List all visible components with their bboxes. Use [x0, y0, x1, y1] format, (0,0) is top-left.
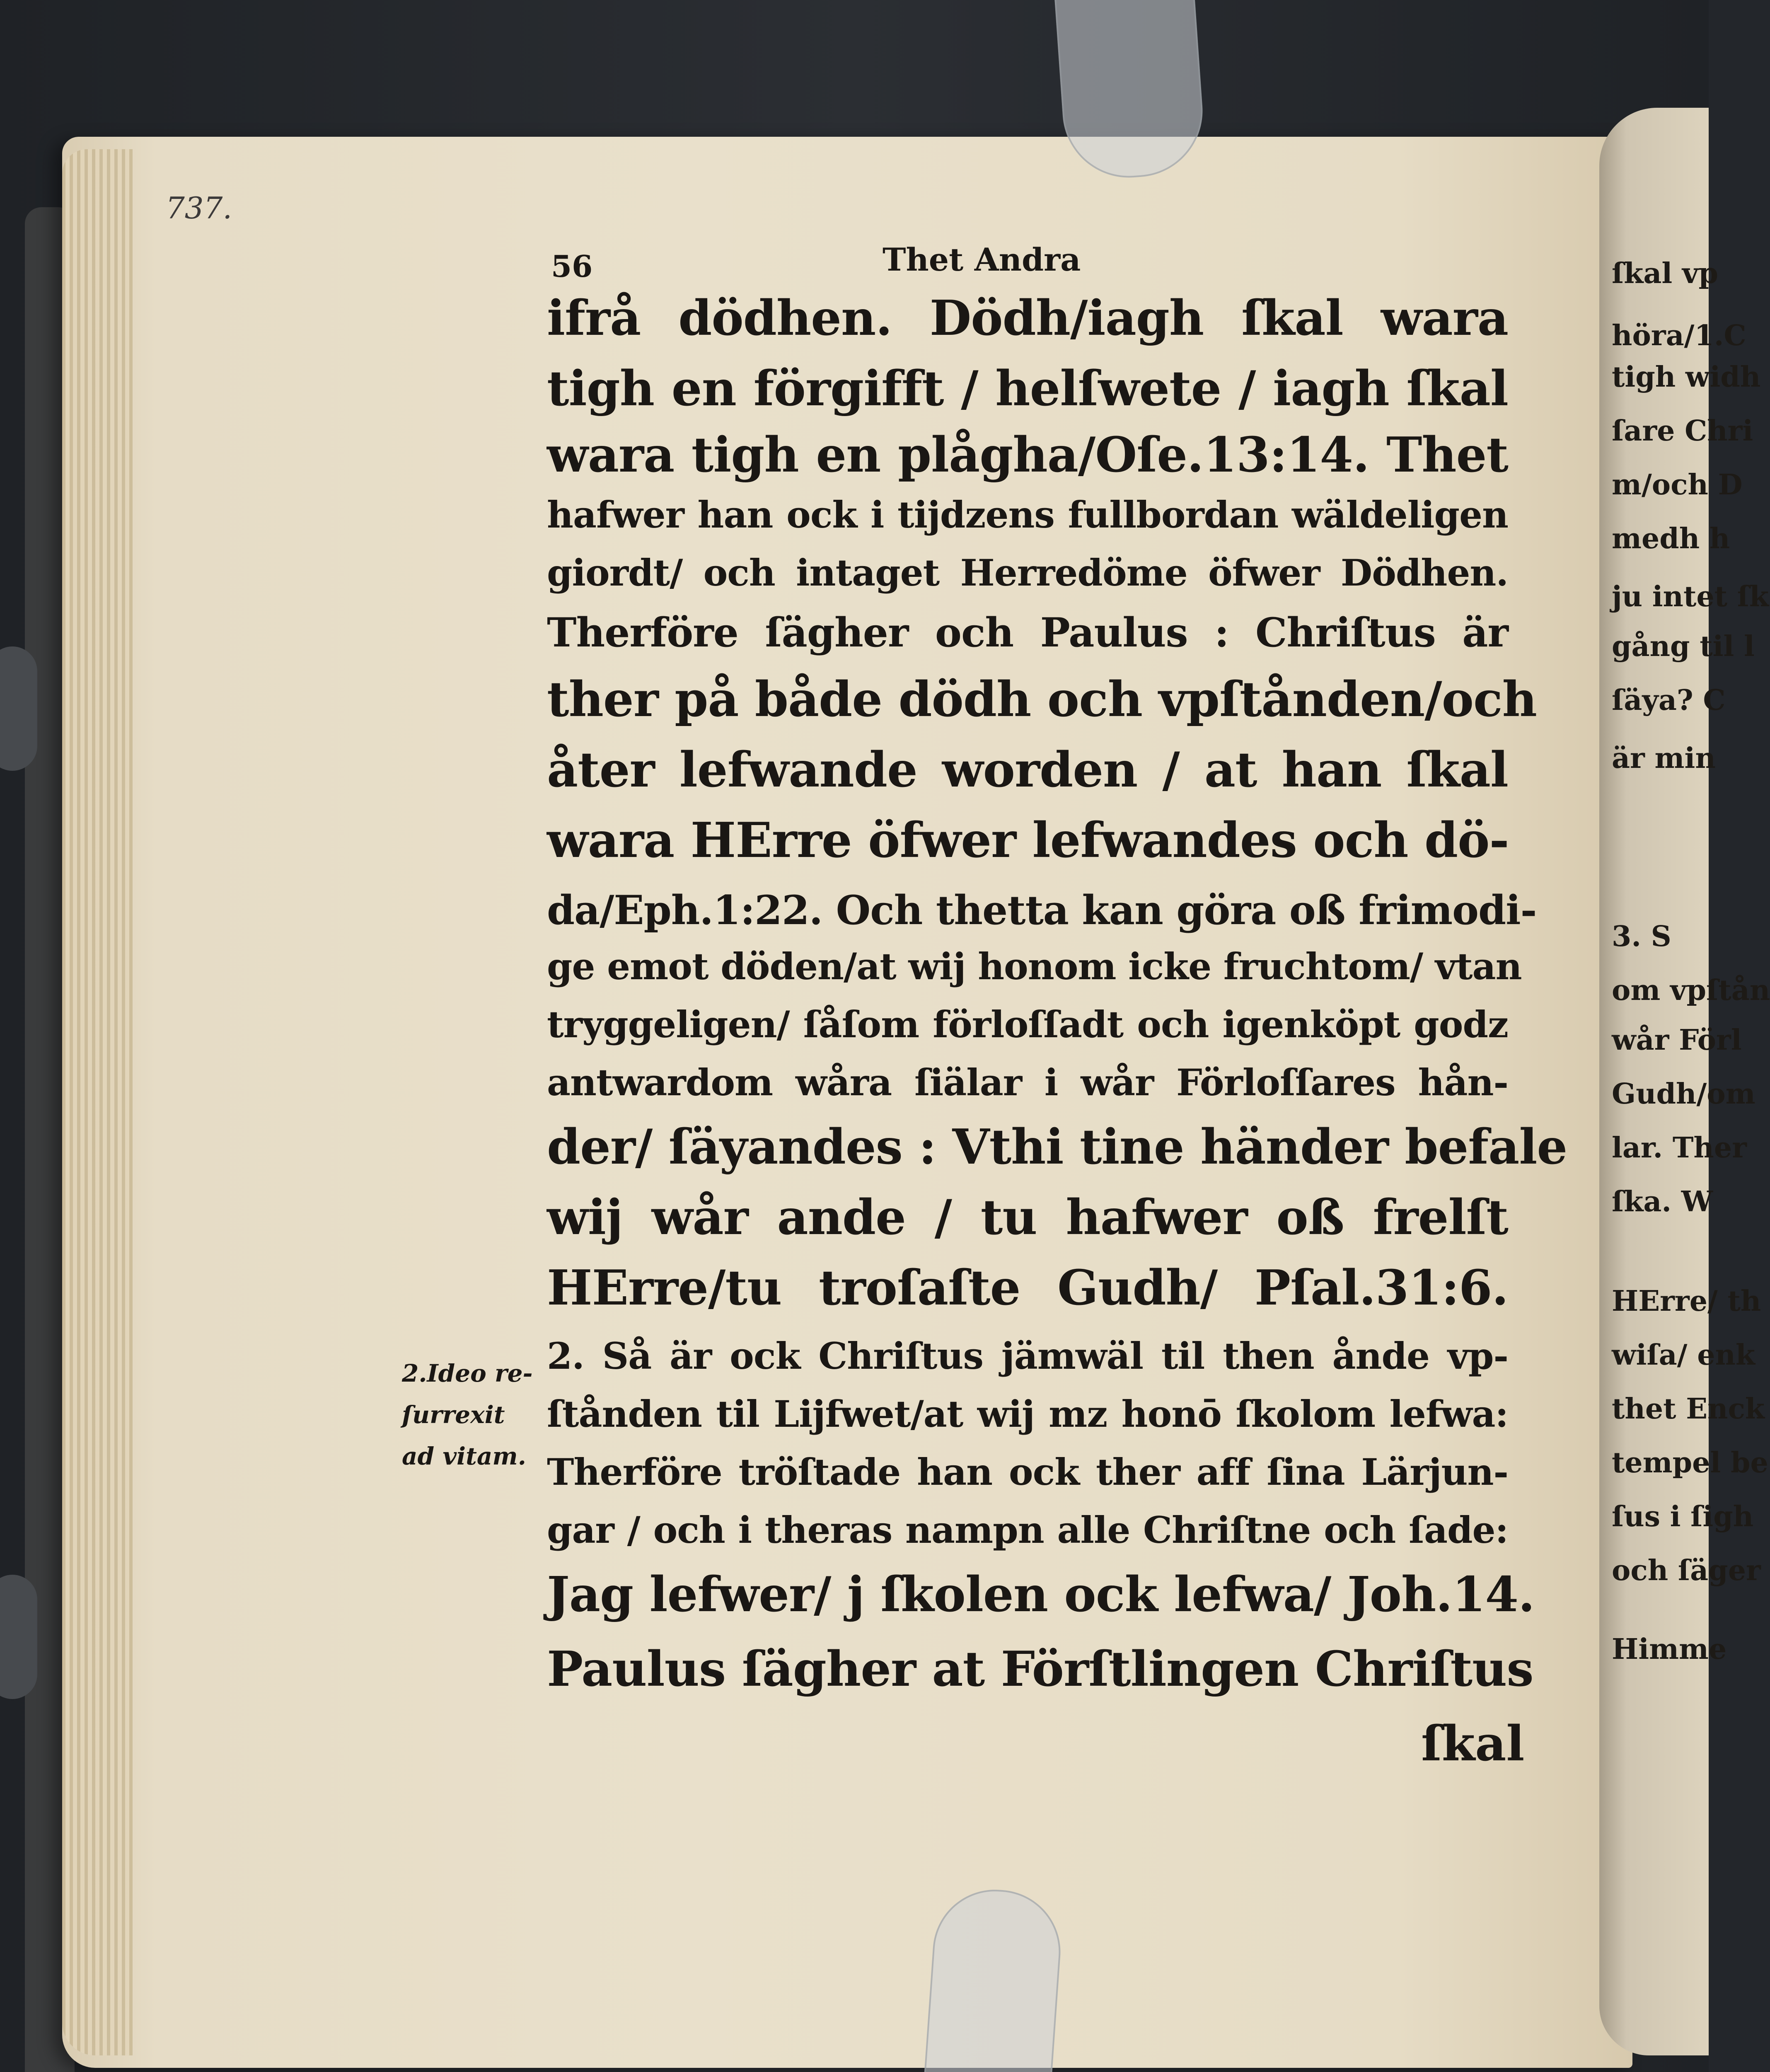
- text-line: gar / och i theras nampn alle Chriſtne och ſade:: [547, 1508, 1508, 1552]
- margin-note-line: ſurrexit: [402, 1401, 505, 1429]
- facing-line: ſus i ſigh: [1612, 1500, 1754, 1533]
- facing-line: medh h: [1612, 522, 1730, 555]
- facing-line: är min: [1612, 742, 1716, 775]
- text-line: der/ ſäyandes : Vthi tine händer befale: [547, 1119, 1567, 1175]
- text-line: åter lefwande worden / at han ſkal: [547, 742, 1508, 798]
- margin-note-line: 2.Ideo re-: [402, 1359, 533, 1387]
- facing-line: m/och D: [1612, 468, 1743, 501]
- facing-line: och ſäger: [1612, 1554, 1761, 1587]
- text-line: giordt/ och intaget Herredöme öfwer Dödhen.: [547, 551, 1508, 594]
- facing-line: ſka. W: [1612, 1185, 1713, 1218]
- facing-line: Gudh/om: [1612, 1077, 1755, 1111]
- text-line: ſtånden til Lijfwet/at wij mz honō ſkolom lefwa:: [547, 1392, 1508, 1435]
- facing-line: lar. Ther: [1612, 1131, 1747, 1164]
- text-line: tigh en förgifft / helſwete / iagh ſkal: [547, 361, 1508, 417]
- text-line: wara HErre öfwer lefwandes och dö-: [547, 812, 1509, 869]
- text-line: hafwer han ock i tijdzens fullbordan wäldeligen: [547, 493, 1508, 536]
- text-line: antwardom wåra ſiälar i wår Förloſſares hån-: [547, 1061, 1508, 1104]
- text-line: ifrå dödhen. Dödh/iagh ſkal wara: [547, 290, 1508, 346]
- facing-line: tigh widh: [1612, 361, 1761, 394]
- facing-line: 3. S: [1612, 920, 1671, 953]
- running-head: Thet Andra: [883, 241, 1081, 278]
- facing-line: om vpſtån: [1612, 974, 1770, 1007]
- text-line: Therföre tröſtade han ock ther aff ſina Lärjun-: [547, 1450, 1508, 1493]
- facing-page-text: [1612, 257, 1770, 1915]
- facing-line: wiſa/ enk: [1612, 1339, 1755, 1372]
- text-line: ther på både dödh och vpſtånden/och: [547, 671, 1537, 728]
- facing-line: ſare Chri: [1612, 414, 1753, 448]
- page-number: 56: [551, 249, 593, 284]
- page-edges: [62, 149, 133, 2055]
- facing-line: Himme: [1612, 1633, 1727, 1666]
- facing-line: ju intet ſk: [1612, 580, 1769, 613]
- text-line: Jag lefwer/ j ſkolen ock lefwa/ Joh.14.: [547, 1566, 1535, 1623]
- catchword: ſkal: [1421, 1716, 1525, 1772]
- folio-number: 737.: [166, 191, 232, 225]
- facing-line: gång til l: [1612, 630, 1755, 663]
- facing-line: HErre/ th: [1612, 1285, 1761, 1318]
- scanner-knob-top: [0, 646, 37, 771]
- text-line: 2. Så är ock Chriſtus jämwäl til then ånde vp-: [547, 1334, 1508, 1377]
- text-line: wij wår ande / tu hafwer oß frelſt: [547, 1189, 1508, 1246]
- text-line: wara tigh en plågha/Oſe.13:14. Thet: [547, 427, 1508, 483]
- facing-line: ſäya? C: [1612, 684, 1726, 717]
- facing-line: wår Förl: [1612, 1024, 1742, 1057]
- text-line: HErre/tu troſaſte Gudh/ Pſal.31:6.: [547, 1260, 1508, 1316]
- text-line: Therföre ſägher och Paulus : Chriſtus är: [547, 609, 1508, 656]
- text-line: da/Eph.1:22. Och thetta kan göra oß frimodi-: [547, 887, 1537, 934]
- margin-note-line: ad vitam.: [402, 1442, 526, 1470]
- facing-line: thet Enck: [1612, 1392, 1765, 1426]
- scanner-knob-bottom: [0, 1575, 37, 1699]
- facing-line: tempel be: [1612, 1446, 1768, 1479]
- text-line: Paulus ſägher at Förſtlingen Chriſtus: [547, 1641, 1533, 1697]
- facing-line: ſkal vp: [1612, 257, 1718, 290]
- facing-line: höra/1.C: [1612, 319, 1746, 352]
- text-line: tryggeligen/ ſåſom förloſſadt och igenköpt godz: [547, 1003, 1508, 1046]
- text-line: ge emot döden/at wij honom icke fruchtom/ vtan: [547, 945, 1522, 988]
